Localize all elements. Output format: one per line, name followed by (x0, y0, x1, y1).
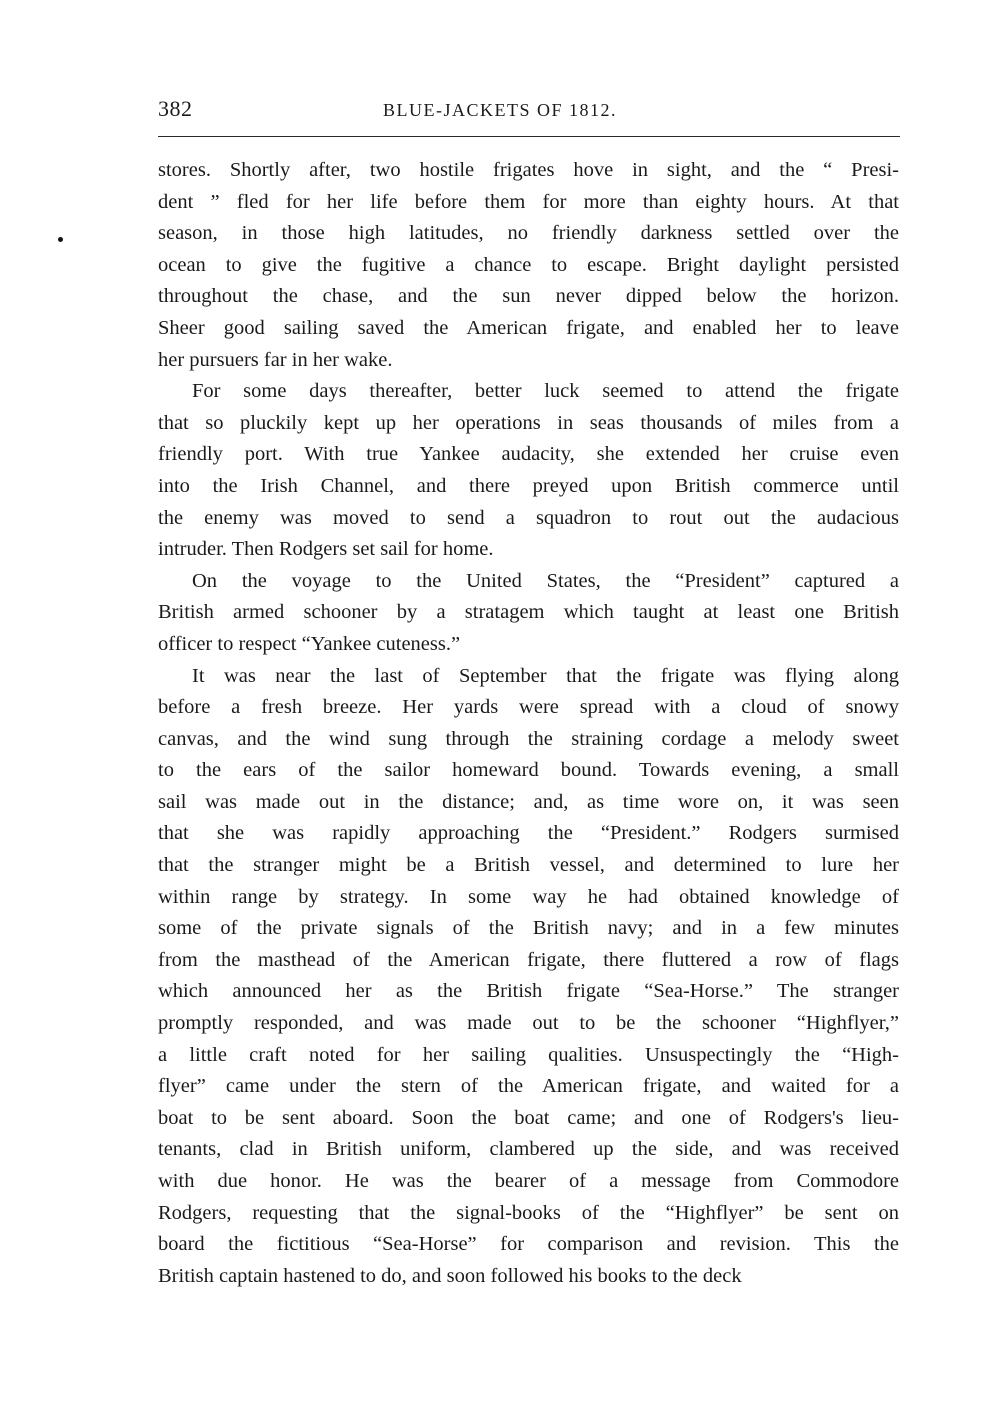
text-line: a little craft noted for her sailing qualities. Unsuspectingly the “High- (158, 1043, 899, 1066)
text-line: with due honor. He was the bearer of a message from Commodore (158, 1170, 899, 1192)
text-line: On the voyage to the United States, the “President” captured a (192, 569, 899, 592)
text-line: It was near the last of September that the frigate was flying along (192, 664, 899, 687)
text-line: season, in those high latitudes, no friendly darkness settled over the (158, 222, 899, 245)
text-line: into the Irish Channel, and there preyed upon British commerce until (158, 474, 899, 497)
paragraph (158, 155, 899, 376)
text-line: to the ears of the sailor homeward bound. Towards evening, a small (158, 759, 899, 782)
text-line: For some days thereafter, better luck seemed to attend the frigate (192, 380, 899, 403)
text-line: throughout the chase, and the sun never dipped below the horizon. (158, 285, 899, 308)
text-line: flyer” came under the stern of the American frigate, and waited for a (158, 1075, 899, 1098)
text-line: Sheer good sailing saved the American frigate, and enabled her to leave (158, 316, 899, 339)
text-line: dent ” fled for her life before them for more than eighty hours. At that (158, 190, 899, 213)
text-line: British captain hastened to do, and soon followed his books to the deck (158, 1264, 742, 1287)
text-line: officer to respect “Yankee cuteness.” (158, 632, 461, 655)
text-line: Rodgers, requesting that the signal-books of the “Highflyer” be sent on (158, 1201, 899, 1224)
text-line: the enemy was moved to send a squadron to rout out the audacious (158, 506, 899, 529)
body-text (158, 155, 899, 1292)
running-title: BLUE-JACKETS OF 1812. (382, 100, 617, 120)
text-line: that so pluckily kept up her operations in seas thousands of miles from a (158, 411, 899, 434)
page-number: 382 (158, 96, 193, 121)
text-line: her pursuers far in her wake. (158, 348, 393, 371)
header-rule (158, 136, 900, 137)
text-line: before a fresh breeze. Her yards were spread with a cloud of snowy (158, 696, 899, 719)
text-line: that the stranger might be a British vessel, and determined to lure her (158, 854, 899, 877)
text-line: sail was made out in the distance; and, as time wore on, it was seen (158, 790, 899, 813)
text-line: British armed schooner by a stratagem which taught at least one British (158, 601, 899, 624)
text-line: ocean to give the fugitive a chance to escape. Bright daylight persisted (158, 253, 899, 276)
text-line: which announced her as the British frigate “Sea-Horse.” The stranger (158, 980, 899, 1003)
paragraph (158, 566, 899, 661)
text-line: tenants, clad in British uniform, clambered up the side, and was received (158, 1138, 899, 1161)
text-line: boat to be sent aboard. Soon the boat came; and one of Rodgers's lieu- (158, 1106, 899, 1129)
text-line: that she was rapidly approaching the “President.” Rodgers surmised (158, 822, 899, 845)
text-line: within range by strategy. In some way he had obtained knowledge of (158, 885, 899, 908)
text-line: board the fictitious “Sea-Horse” for comparison and revision. This the (158, 1233, 899, 1256)
margin-speck (58, 237, 63, 242)
text-line: some of the private signals of the British navy; and in a few minutes (158, 917, 899, 940)
text-line: intruder. Then Rodgers set sail for home. (158, 538, 494, 561)
text-line: promptly responded, and was made out to be the schooner “Highflyer,” (158, 1012, 899, 1035)
text-line: friendly port. With true Yankee audacity, she extended her cruise even (158, 443, 899, 466)
text-line: stores. Shortly after, two hostile frigates hove in sight, and the “ Presi- (158, 159, 899, 181)
paragraph (158, 376, 899, 566)
text-line: from the masthead of the American frigate, there fluttered a row of flags (158, 948, 899, 971)
text-line: canvas, and the wind sung through the straining cordage a melody sweet (158, 727, 899, 750)
paragraph (158, 661, 899, 1293)
